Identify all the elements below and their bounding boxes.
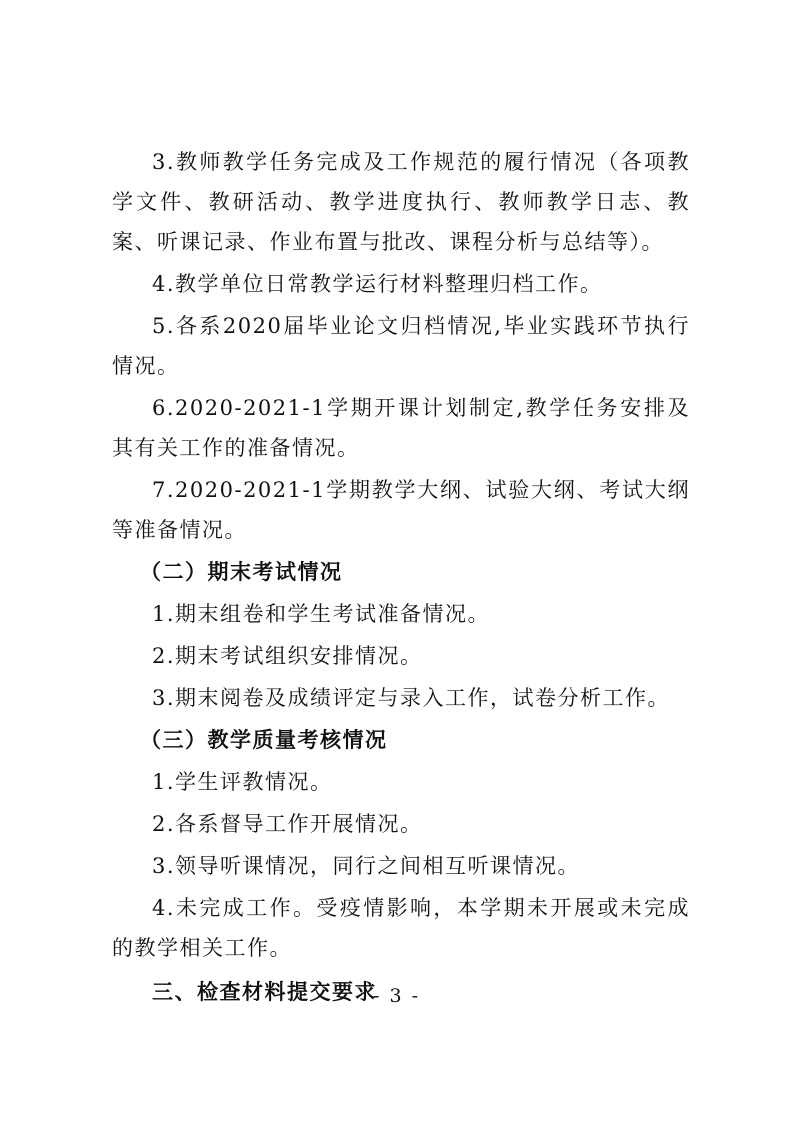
exam-item-3: 3.期末阅卷及成绩评定与录入工作，试卷分析工作。 <box>152 686 671 710</box>
quality-heading: （三）教学质量考核情况 <box>140 728 388 752</box>
exam-item-1: 1.期末组卷和学生考试准备情况。 <box>152 602 491 626</box>
quality-item-4: 4.未完成工作。受疫情影响，本学期未开展或未完成的教学相关工作。 <box>112 896 690 960</box>
paragraph-item-3: 3.教师教学任务完成及工作规范的履行情况（各项教学文件、教研活动、教学进度执行、教师教学日志、教案、听课记录、作业布置与批改、课程分析与总结等）。 <box>112 150 690 254</box>
document-body <box>112 142 690 1012</box>
exam-item-2: 2.期末考试组织安排情况。 <box>152 644 423 668</box>
quality-item-1: 1.学生评教情况。 <box>152 770 333 794</box>
paragraph-item-7: 7.2020-2021-1学期教学大纲、试验大纲、考试大纲等准备情况。 <box>112 478 690 542</box>
page-number: - 3 - <box>372 985 420 1007</box>
quality-item-3: 3.领导听课情况，同行之间相互听课情况。 <box>152 854 581 878</box>
quality-item-2: 2.各系督导工作开展情况。 <box>152 812 423 836</box>
paragraph-item-4: 4.教学单位日常教学运行材料整理归档工作。 <box>152 272 603 296</box>
exam-heading: （二）期末考试情况 <box>140 560 343 584</box>
paragraph-item-6: 6.2020-2021-1学期开课计划制定,教学任务安排及其有关工作的准备情况。 <box>112 396 690 460</box>
paragraph-item-5: 5.各系2020届毕业论文归档情况,毕业实践环节执行情况。 <box>112 314 690 378</box>
section-three-heading: 三、检查材料提交要求 <box>152 980 377 1004</box>
